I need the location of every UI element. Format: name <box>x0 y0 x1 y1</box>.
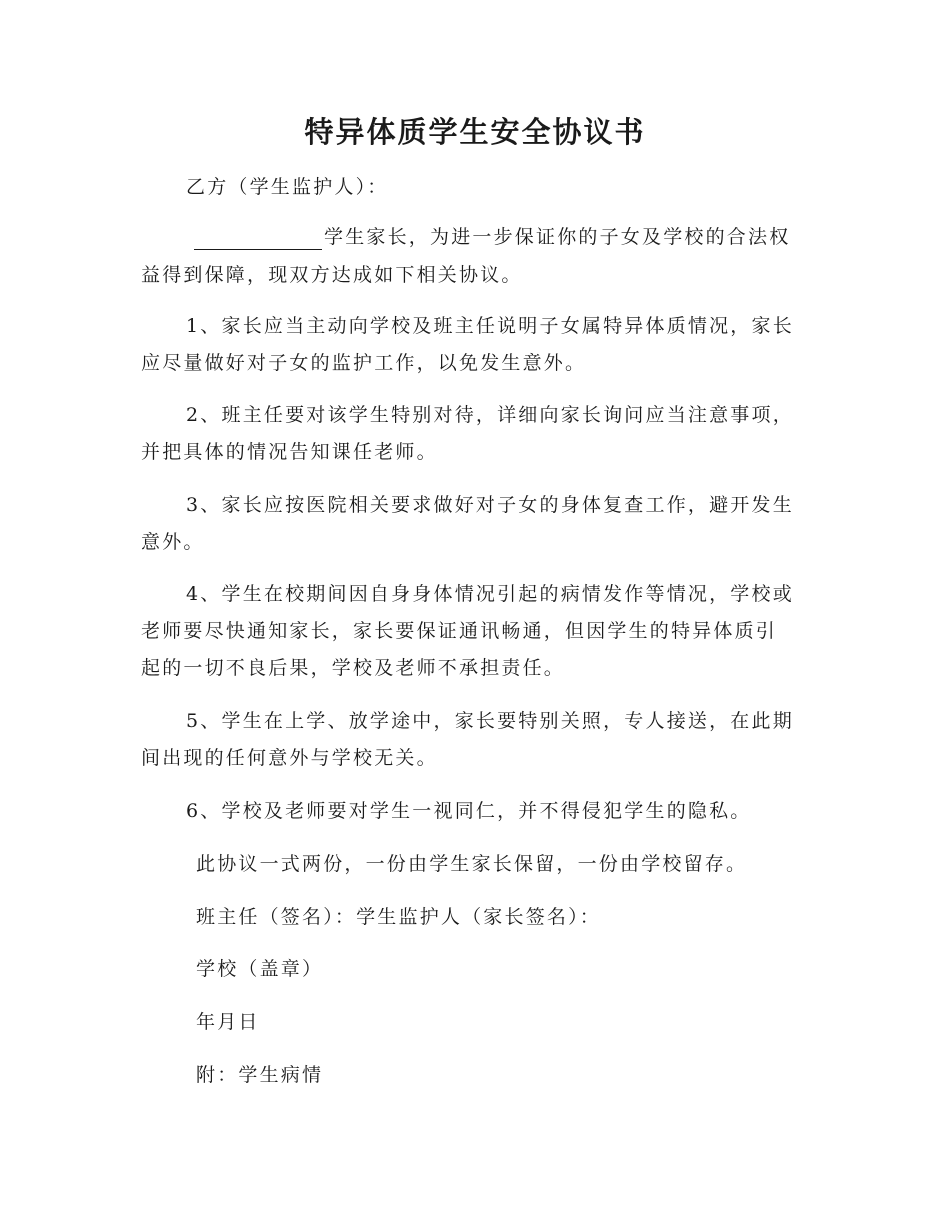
clause-1-line-2: 应尽量做好对子女的监护工作，以免发生意外。 <box>141 352 587 374</box>
copies-note: 此协议一式两份，一份由学生家长保留，一份由学校留存。 <box>196 853 748 875</box>
signature-line: 班主任（签名）：学生监护人（家长签名）： <box>196 906 602 928</box>
date-line: 年月日 <box>196 1011 260 1033</box>
clause-3-line-1: 3、家长应按医院相关要求做好对子女的身体复查工作，避开发生 <box>186 494 794 516</box>
attachment-line: 附：学生病情 <box>196 1064 324 1086</box>
school-seal-line: 学校（盖章） <box>196 958 324 980</box>
clause-6-line-1: 6、学校及老师要对学生一视同仁，并不得侵犯学生的隐私。 <box>186 800 752 822</box>
clause-3-line-2: 意外。 <box>141 531 205 553</box>
clause-5-line-2: 间出现的任何意外与学校无关。 <box>141 747 438 769</box>
page-title: 特异体质学生安全协议书 <box>304 115 646 149</box>
addressee-line: 乙方（学生监护人）： <box>186 176 389 198</box>
intro-text-1: 学生家长，为进一步保证你的子女及学校的合法权 <box>324 226 791 248</box>
clause-5-line-1: 5、学生在上学、放学途中，家长要特别关照，专人接送，在此期 <box>186 710 794 732</box>
clause-2-line-1: 2、班主任要对该学生特别对待，详细向家长询问应当注意事项， <box>186 404 794 426</box>
clause-4-line-1: 4、学生在校期间因自身身体情况引起的病情发作等情况，学校或 <box>186 583 794 605</box>
intro-line-1 <box>194 224 790 250</box>
clause-4-line-3: 起的一切不良后果，学校及老师不承担责任。 <box>141 657 566 679</box>
parent-name-blank[interactable] <box>194 229 322 250</box>
clause-1-line-1: 1、家长应当主动向学校及班主任说明子女属特异体质情况，家长 <box>186 315 794 337</box>
clause-2-line-2: 并把具体的情况告知课任老师。 <box>141 441 438 463</box>
clause-4-line-2: 老师要尽快通知家长，家长要保证通讯畅通，但因学生的特异体质引 <box>141 620 778 642</box>
intro-line-2: 益得到保障，现双方达成如下相关协议。 <box>141 264 523 286</box>
